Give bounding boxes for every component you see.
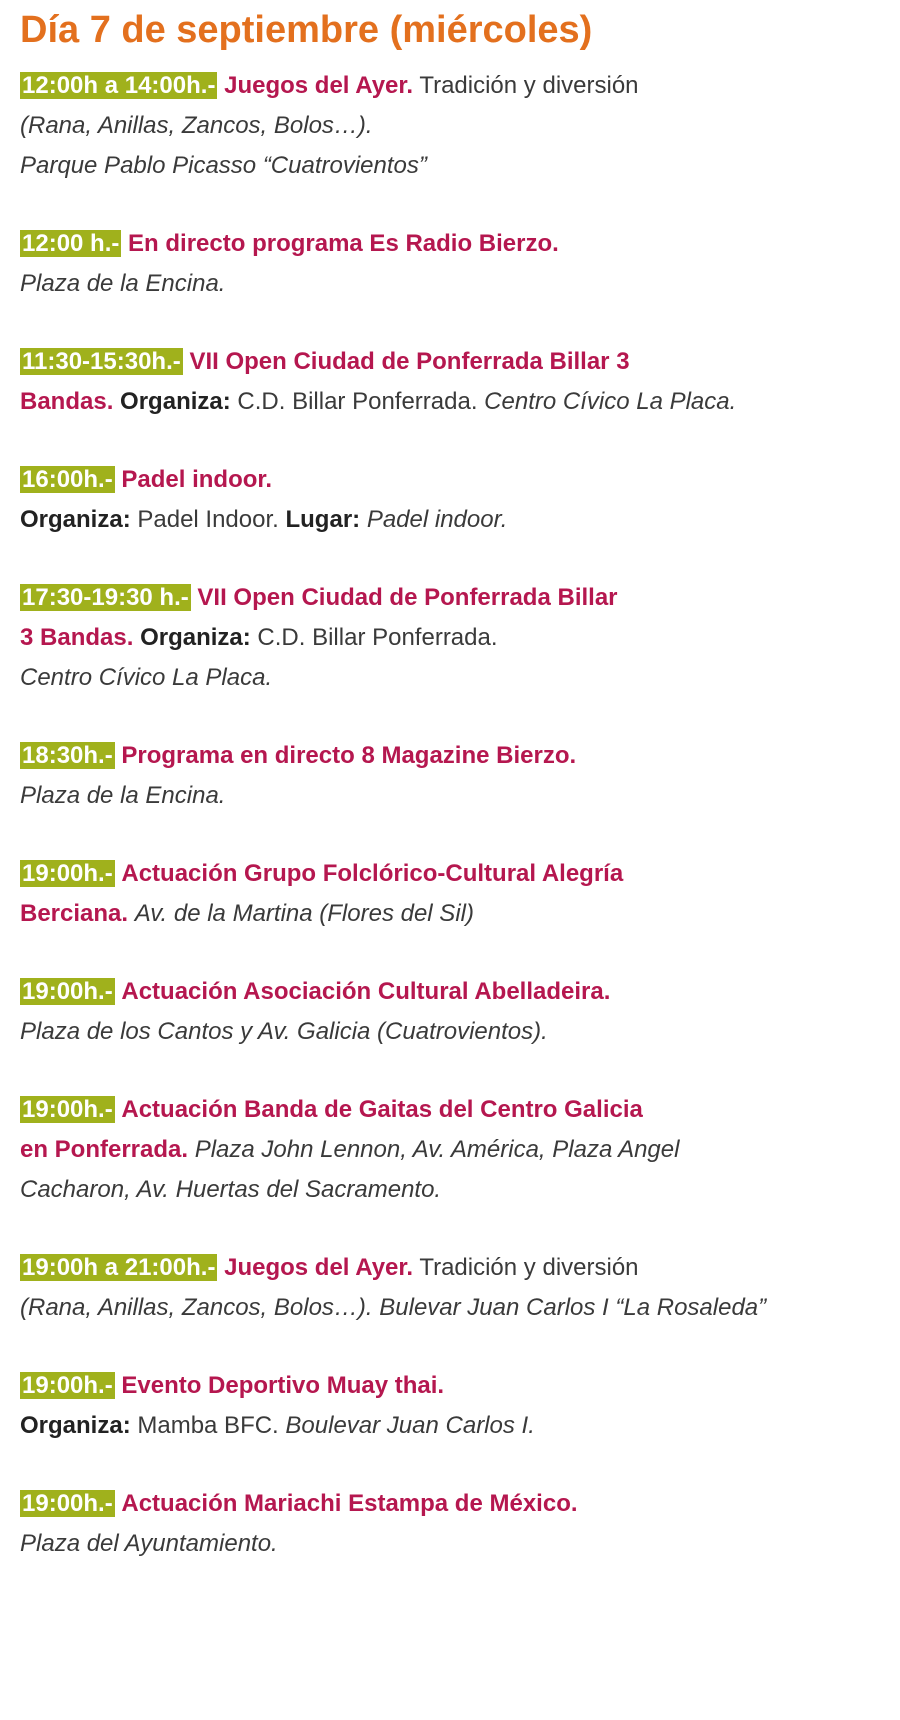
event-title: Programa en directo 8 Magazine Bierzo. [121, 742, 577, 769]
event-line [20, 500, 888, 540]
event-time: 17:30-19:30 h.- [22, 584, 189, 611]
event-line [20, 854, 888, 894]
event-time: 19:00h.- [22, 1490, 113, 1517]
event-line [20, 342, 888, 382]
event-item [20, 736, 888, 816]
event-title: Actuación Asociación Cultural Abelladeira. [121, 978, 611, 1005]
event-place: Padel indoor. [366, 506, 508, 533]
organizer: C.D. Billar Ponferrada. [257, 624, 498, 651]
event-description: Tradición y diversión [419, 1254, 639, 1281]
event-place: Plaza John Lennon, Av. América, Plaza Angel [194, 1136, 680, 1163]
event-item [20, 1090, 888, 1210]
event-line [20, 66, 888, 106]
event-title-continued: Bandas. [20, 388, 114, 415]
event-line [20, 1288, 888, 1328]
event-place: Boulevar Juan Carlos I. [285, 1412, 535, 1439]
event-line [20, 1248, 888, 1288]
event-line [20, 382, 888, 422]
event-time: 16:00h.- [22, 466, 113, 493]
event-time: 12:00h a 14:00h.- [22, 72, 216, 99]
event-line [20, 1130, 888, 1170]
event-item [20, 578, 888, 698]
event-list [20, 66, 888, 1602]
organizer-label: Organiza: [20, 1412, 131, 1439]
organizer: C.D. Billar Ponferrada. [237, 388, 478, 415]
event-time: 11:30-15:30h.- [22, 348, 181, 375]
event-item [20, 1248, 888, 1328]
event-line [20, 578, 888, 618]
event-item [20, 342, 888, 422]
organizer-label: Organiza: [140, 624, 251, 651]
event-line [20, 618, 888, 658]
event-item [20, 972, 888, 1052]
event-details: (Rana, Anillas, Zancos, Bolos…). [20, 1294, 373, 1321]
page-title: Día 7 de septiembre (miércoles) [20, 9, 593, 51]
event-title: En directo programa Es Radio Bierzo. [128, 230, 559, 257]
event-title: Juegos del Ayer. [224, 72, 414, 99]
place-label: Lugar: [285, 506, 361, 533]
event-title: Actuación Banda de Gaitas del Centro Galicia [121, 1096, 643, 1123]
event-place: Plaza del Ayuntamiento. [20, 1530, 278, 1557]
event-line [20, 972, 888, 1012]
event-time: 19:00h a 21:00h.- [22, 1254, 216, 1281]
event-title: Juegos del Ayer. [224, 1254, 414, 1281]
event-item [20, 1366, 888, 1446]
event-item [20, 460, 888, 540]
event-title: VII Open Ciudad de Ponferrada Billar [197, 584, 618, 611]
event-title: Actuación Mariachi Estampa de México. [121, 1490, 578, 1517]
event-place: Parque Pablo Picasso “Cuatrovientos” [20, 152, 427, 179]
event-line [20, 1484, 888, 1524]
event-place: Bulevar Juan Carlos I “La Rosaleda” [379, 1294, 767, 1321]
event-line [20, 1366, 888, 1406]
event-title: VII Open Ciudad de Ponferrada Billar 3 [189, 348, 630, 375]
event-item [20, 224, 888, 304]
event-title: Actuación Grupo Folclórico-Cultural Alegría [121, 860, 624, 887]
event-line [20, 736, 888, 776]
event-title: Evento Deportivo Muay thai. [121, 1372, 445, 1399]
event-title: Padel indoor. [121, 466, 273, 493]
event-time: 12:00 h.- [22, 230, 120, 257]
organizer: Mamba BFC. [137, 1412, 279, 1439]
event-place: Plaza de los Cantos y Av. Galicia (Cuatrovientos). [20, 1018, 548, 1045]
event-details: (Rana, Anillas, Zancos, Bolos…). [20, 112, 373, 139]
event-time: 18:30h.- [22, 742, 113, 769]
event-title-continued: Berciana. [20, 900, 129, 927]
event-line [20, 1406, 888, 1446]
event-place-continued: Cacharon, Av. Huertas del Sacramento. [20, 1176, 442, 1203]
event-time: 19:00h.- [22, 860, 113, 887]
event-time: 19:00h.- [22, 1372, 113, 1399]
event-place: Av. de la Martina (Flores del Sil) [134, 900, 474, 927]
event-place: Plaza de la Encina. [20, 270, 226, 297]
event-line [20, 224, 888, 264]
event-place: Plaza de la Encina. [20, 782, 226, 809]
event-description: Tradición y diversión [419, 72, 639, 99]
event-title-continued: en Ponferrada. [20, 1136, 189, 1163]
event-title-continued: 3 Bandas. [20, 624, 134, 651]
event-place: Centro Cívico La Placa. [20, 664, 273, 691]
event-item [20, 1484, 888, 1564]
organizer: Padel Indoor. [137, 506, 279, 533]
event-place: Centro Cívico La Placa. [484, 388, 737, 415]
organizer-label: Organiza: [20, 506, 131, 533]
event-line [20, 1090, 888, 1130]
event-line [20, 894, 888, 934]
event-time: 19:00h.- [22, 978, 113, 1005]
event-line [20, 460, 888, 500]
event-item [20, 66, 888, 186]
event-time: 19:00h.- [22, 1096, 113, 1123]
organizer-label: Organiza: [120, 388, 231, 415]
event-item [20, 854, 888, 934]
